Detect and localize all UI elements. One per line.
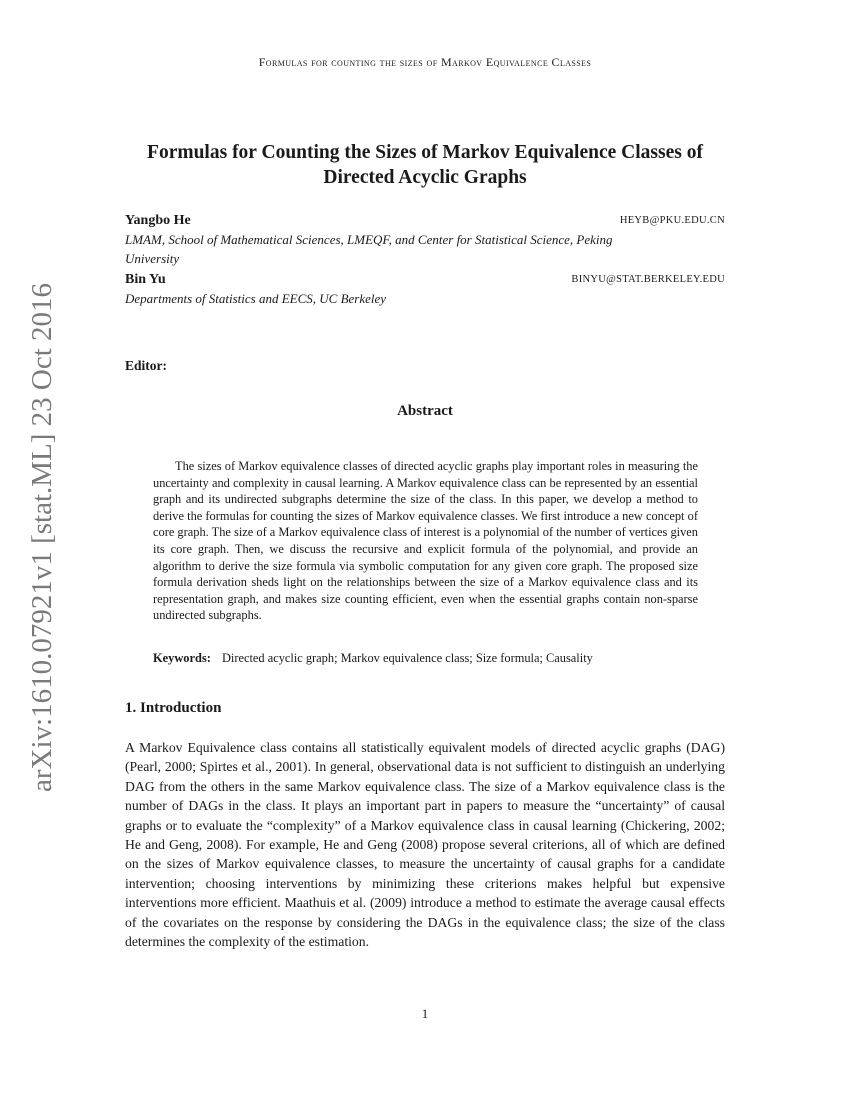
running-head: Formulas for counting the sizes of Markov Equivalence Classes (258, 55, 592, 69)
author-affiliation: Departments of Statistics and EECS, UC Berkeley (125, 291, 387, 306)
author-name: Yangbo He (125, 213, 191, 228)
author-email: BINYU@STAT.BERKELEY.EDU (571, 274, 725, 285)
author-block-1 (125, 211, 725, 268)
section-text: A Markov Equivalence class contains all statistically equivalent models of directed acyclic graphs (DAG) (Pearl, 2000; Spirtes et al., 2001). In general, observational data is not sufficient to distinguish an underlying DAG from the others in the same Markov equivalence class. The size of a Markov equivalence class is the number of DAGs in the class. It plays an important part in papers to measure the “uncertainty” of causal graphs or to evaluate the “complexity” of a Markov equivalence class in causal learning (Chickering, 2002; He and Geng, 2008). For example, He and Geng (2008) propose several criterions, all of which are defined on the sizes of Markov equivalence classes, to measure the uncertainty of causal graphs for a candidate intervention; choosing interventions by minimizing these criterions makes helpful but expensive interventions more efficient. Maathuis et al. (2009) introduce a method to estimate the average causal effects of the covariates on the response by considering the DAGs in the equivalence class; the size of the class determines the complexity of the estimation. (125, 740, 725, 950)
abstract-heading: Abstract (397, 403, 453, 419)
author-name: Bin Yu (125, 272, 166, 287)
abstract-text: The sizes of Markov equivalence classes of directed acyclic graphs play important roles in measuring the uncertainty and complexity in causal learning. A Markov equivalence class can be represented by an essential graph and its undirected subgraphs determine the size of the class. In this paper, we develop a method to derive the formulas for counting the sizes of Markov equivalence classes. We first introduce a new concept of core graph. The size of a Markov equivalence class of interest is a polynomial of the number of vertices given its core graph. Then, we discuss the recursive and explicit formula of the polynomial, and provide an algorithm to derive the size formula via symbolic computation for any given core graph. The proposed size formula derivation sheds light on the relationships between the size of a Markov equivalence class and its representation graph, and makes size counting efficient, even when the essential graphs contain non-sparse undirected subgraphs. (153, 459, 698, 623)
keywords (153, 651, 713, 666)
author-affiliation: LMAM, School of Mathematical Sciences, LMEQF, and Center for Statistical Science, Peking University (125, 232, 613, 266)
editor-label: Editor: (125, 358, 167, 373)
page-number: 1 (421, 1006, 429, 1021)
paper-title: Formulas for Counting the Sizes of Markov Equivalence Classes of Directed Acyclic Graphs (147, 142, 703, 188)
keywords-label: Keywords: (153, 651, 211, 665)
section-heading: 1. Introduction (125, 700, 222, 716)
author-block-2 (125, 270, 725, 308)
keywords-text: Directed acyclic graph; Markov equivalence class; Size formula; Causality (221, 651, 593, 665)
author-email: HEYB@PKU.EDU.CN (619, 215, 725, 226)
arxiv-stamp: arXiv:1610.07921v1 [stat.ML] 23 Oct 2016 (26, 282, 58, 792)
